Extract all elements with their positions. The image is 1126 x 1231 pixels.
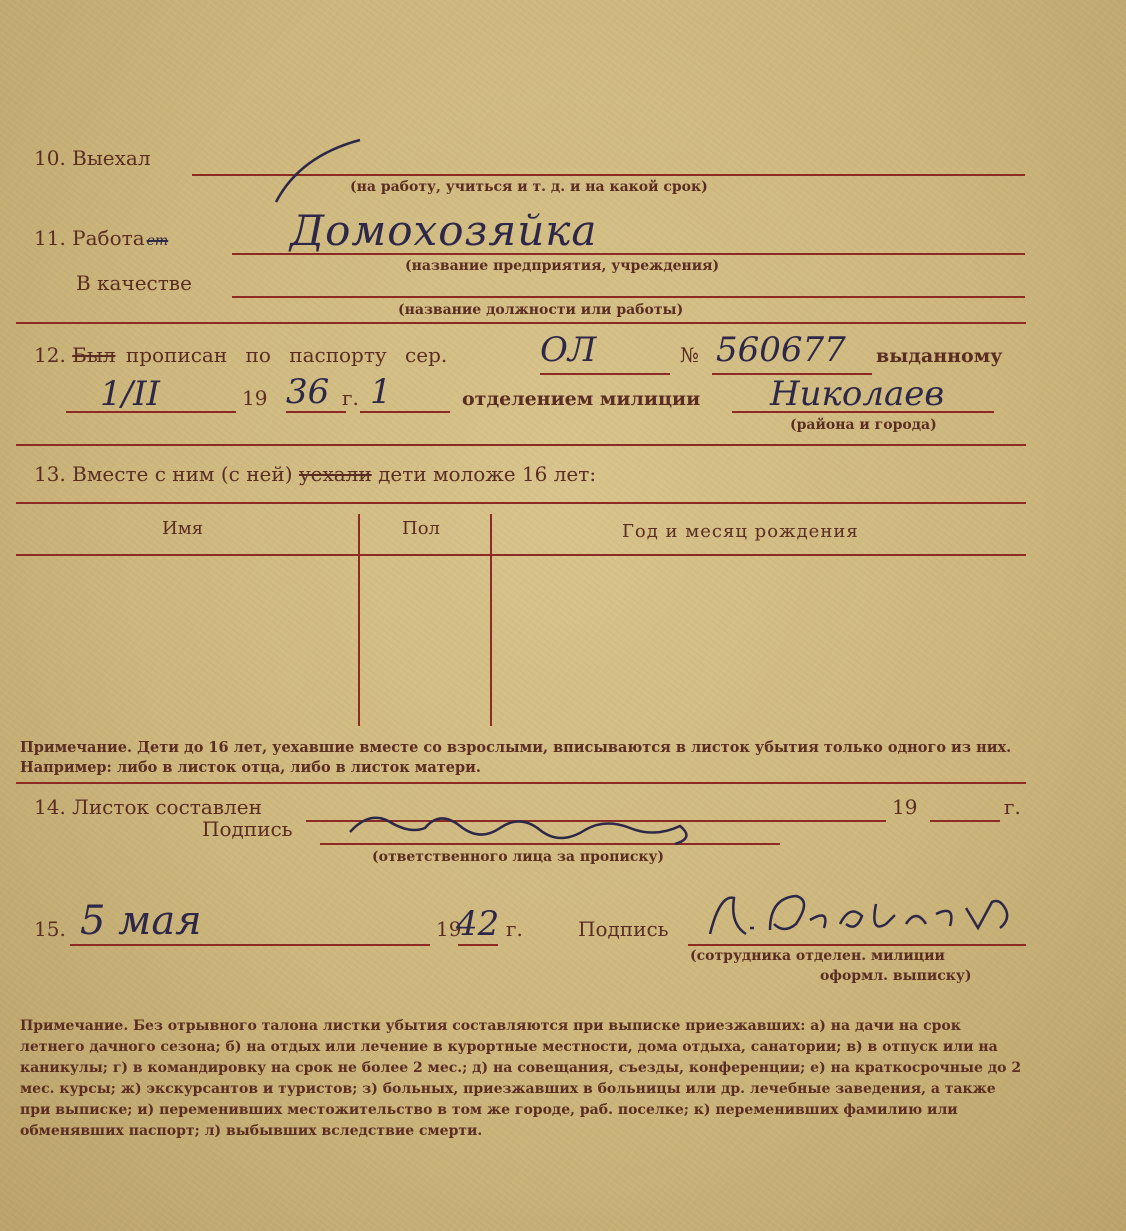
item-15-year-suffix: г. (506, 917, 523, 941)
item-13-struck: уехали (298, 462, 372, 486)
number-sign: № (680, 343, 699, 367)
item-15-signature-line (688, 944, 1026, 946)
item-14-year-suffix: г. (1004, 795, 1021, 819)
city: Николаев (770, 374, 945, 414)
item-15-date: 5 мая (80, 898, 202, 944)
series-line (540, 373, 670, 375)
separator-line (16, 322, 1026, 324)
item-13-text-b: дети моложе 16 лет: (371, 462, 597, 486)
militia-label: отделением милиции (462, 388, 701, 410)
item-14-year-line (930, 820, 1000, 822)
item-13-text-a: 13. Вместе с ним (с ней) (34, 462, 299, 486)
signature-label: Подпись (202, 817, 293, 841)
separator-line (16, 444, 1026, 446)
year-suffix: г. (342, 386, 359, 410)
item-12-text: прописан по паспорту сер. (125, 343, 448, 367)
item-15-year-prefix: 19 (436, 917, 462, 941)
position-line (232, 296, 1025, 298)
item-11-label (34, 226, 168, 250)
item-13-label (34, 462, 596, 486)
city-caption: (района и города) (790, 417, 937, 433)
item-10-caption: (на работу, учиться и т. д. и на какой срок) (350, 179, 708, 195)
table-header-line (16, 554, 1026, 556)
item-10-label: 10. Выехал (34, 146, 151, 170)
year-digits: 36 (286, 372, 330, 412)
item-15-year-line (458, 944, 498, 946)
item-12-label (34, 343, 447, 367)
item-11-struck-word: ет (146, 233, 169, 249)
note-2 (20, 1016, 1030, 1142)
table-top-line (16, 502, 1026, 504)
item-15-signature-label: Подпись (578, 917, 669, 941)
col-sex-header: Пол (402, 518, 440, 539)
item-15-label: 15. (34, 917, 66, 941)
item-12-number: 12. (34, 343, 66, 367)
office-number: 1 (370, 372, 392, 412)
table-col-divider (490, 514, 492, 726)
signature-scribble-2 (700, 884, 1030, 944)
table-col-divider (358, 514, 360, 726)
note-1-text: Дети до 16 лет, уехавшие вместе со взрослыми, вписываются в листок убытия только одного из них. Например: либо в листок отца, либо в листок матери. (20, 739, 1012, 776)
year-prefix: 19 (242, 386, 268, 410)
signature-caption-14: (ответственного лица за прописку) (372, 849, 665, 865)
passport-number: 560677 (716, 330, 846, 370)
dash-mark-10 (270, 136, 370, 206)
position-label: В качестве (76, 271, 192, 295)
issue-date: 1/II (100, 374, 160, 414)
item-15-caption-2: оформл. выписку) (820, 968, 972, 984)
passport-series: ОЛ (540, 330, 597, 370)
separator-line (16, 782, 1026, 784)
item-15-date-line (70, 944, 430, 946)
note-2-label: Примечание. (20, 1018, 129, 1034)
col-name-header: Имя (162, 518, 204, 539)
item-11-handwritten-value: Домохозяйка (290, 206, 598, 255)
col-birth-header: Год и месяц рождения (622, 521, 859, 542)
note-2-text: Без отрывного талона листки убытия составляются при выписке приезжавших: а) на дачи на срок летнего дачного сезона; б) на отдых или лечение в курортные местности, дома отдыха, санатории; в) в отпуск или на каникулы; г) в командировку на срок не более 2 мес.; д) на совещания, съезды, конференции; е) на краткосрочные до 2 мес. курсы; ж) экскурсантов и туристов; з) больных, приезжавших в больницы или др. лечебные заведения, а также при выписке; и) переменивших местожительство в том же городе, раб. поселке; к) переменивших фамилию или обменявших паспорт; л) выбывших вследствие смерти. (20, 1018, 1022, 1139)
item-11-label-text: 11. Работа (34, 226, 145, 250)
item-12-struck: Был (72, 343, 116, 367)
item-14-year: 19 (892, 795, 918, 819)
note-1-label: Примечание. (20, 739, 133, 756)
signature-scribble-1 (330, 800, 710, 850)
note-1 (20, 738, 1020, 778)
item-15-year-digits: 42 (456, 904, 500, 944)
item-15-caption-1: (сотрудника отделен. милиции (690, 948, 945, 964)
item-14-label: 14. Листок составлен (34, 795, 262, 819)
position-caption: (название должности или работы) (398, 302, 684, 318)
issued-label: выданному (876, 345, 1003, 367)
item-11-caption: (название предприятия, учреждения) (405, 258, 720, 274)
